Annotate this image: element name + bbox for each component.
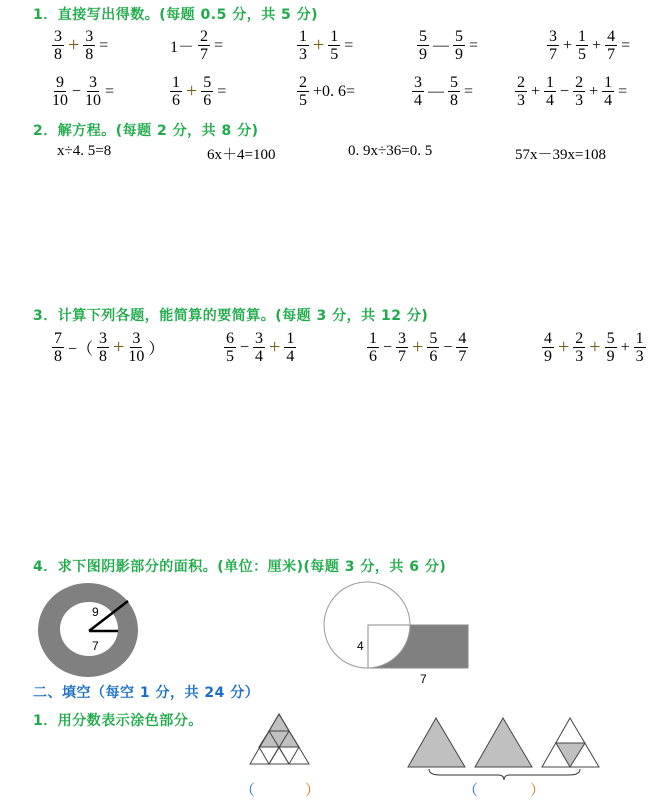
denominator: 6 — [369, 348, 377, 365]
operator: −（ — [68, 341, 94, 358]
numerator: 1 — [369, 330, 377, 347]
numerator: 3 — [54, 28, 62, 45]
numerator: 1 — [299, 28, 307, 45]
numerator: 2 — [299, 74, 307, 91]
denominator: 4 — [414, 92, 422, 109]
triangle-grid-figure — [250, 714, 309, 764]
numerator: 2 — [517, 74, 525, 91]
numerator: 1 — [604, 74, 613, 91]
operator: + — [558, 336, 570, 358]
denominator: 7 — [398, 348, 407, 365]
operator: + — [113, 336, 125, 358]
operator: − — [72, 82, 82, 100]
operator: = — [214, 36, 224, 54]
operator: = — [344, 36, 354, 54]
denominator: 5 — [330, 46, 339, 63]
numerator: 5 — [455, 28, 463, 45]
denominator: 9 — [544, 348, 552, 365]
operator: − — [240, 338, 250, 356]
equation: 6x＋4=100 — [207, 147, 276, 163]
numerator: 3 — [89, 74, 98, 91]
operator: = — [105, 82, 115, 100]
operator: + — [531, 82, 541, 100]
operator: — — [433, 36, 449, 54]
operator: ） — [148, 341, 165, 358]
section1-heading: 1．直接写出得数。(每题 0.5 分，共 5 分) — [33, 7, 319, 23]
operator: + — [412, 336, 424, 358]
denominator: 8 — [99, 348, 108, 365]
denominator: 7 — [200, 46, 209, 63]
numerator: 5 — [203, 74, 212, 91]
numerator: 3 — [132, 330, 141, 347]
numerator: 3 — [99, 330, 108, 347]
numerator: 1 — [578, 28, 587, 45]
numerator: 1 — [635, 330, 644, 347]
numerator: 3 — [414, 74, 422, 91]
denominator: 4 — [546, 92, 555, 109]
rect-width-label: 7 — [420, 672, 427, 686]
triangles-figure — [408, 718, 599, 780]
numerator: 1 — [286, 330, 295, 347]
denominator: 7 — [458, 348, 467, 365]
denominator: 4 — [604, 92, 613, 109]
section3-heading: 3．计算下列各题，能简算的要简算。(每题 3 分，共 12 分) — [33, 308, 429, 324]
numerator: 1 — [330, 28, 339, 45]
equation: 57x－39x=108 — [515, 147, 606, 163]
denominator: 5 — [299, 92, 307, 109]
denominator: 3 — [575, 92, 584, 109]
denominator: 5 — [578, 46, 587, 63]
ring-figure — [38, 583, 138, 677]
denominator: 7 — [607, 46, 616, 63]
numerator: 3 — [85, 28, 94, 45]
numerator: 9 — [56, 74, 64, 91]
operator: = — [469, 36, 479, 54]
denominator: 9 — [455, 46, 463, 63]
numerator: 5 — [429, 330, 438, 347]
numerator: 2 — [200, 28, 209, 45]
equation: x÷4. 5=8 — [57, 143, 112, 159]
answer-blank-open: （ — [240, 783, 256, 799]
denominator: 4 — [286, 348, 295, 365]
numerator: 3 — [398, 330, 407, 347]
answer-blank-open: （ — [463, 783, 479, 799]
denominator: 9 — [606, 348, 615, 365]
denominator: 9 — [419, 46, 427, 63]
denominator: 3 — [635, 348, 644, 365]
numerator: 1 — [172, 74, 180, 91]
denominator: 8 — [85, 46, 94, 63]
numerator: 2 — [575, 330, 584, 347]
operator: + — [589, 336, 601, 358]
numerator: 3 — [549, 28, 557, 45]
numerator: 5 — [450, 74, 458, 91]
operator: +0. 6= — [313, 82, 356, 100]
circle-rectangle-figure — [324, 582, 468, 686]
numerator: 4 — [607, 28, 616, 45]
operator: = — [217, 82, 227, 100]
denominator: 3 — [299, 46, 307, 63]
numerator: 4 — [544, 330, 552, 347]
numerator: 1 — [546, 74, 555, 91]
numerator: 4 — [458, 330, 467, 347]
operator: − — [560, 82, 570, 100]
denominator: 10 — [85, 92, 102, 109]
operator: − — [443, 338, 453, 356]
denominator: 10 — [52, 92, 68, 109]
operator: 1－ — [170, 39, 195, 56]
section2-heading: 2．解方程。(每题 2 分，共 8 分) — [33, 123, 259, 139]
part2-heading: 二、填空（每空 1 分，共 24 分） — [33, 685, 260, 701]
operator: = — [618, 82, 628, 100]
operator: + — [563, 36, 573, 54]
operator: + — [269, 336, 281, 358]
denominator: 4 — [255, 348, 264, 365]
denominator: 8 — [54, 46, 62, 63]
operator: — — [428, 82, 444, 100]
operator: + — [620, 338, 630, 356]
denominator: 10 — [128, 348, 145, 365]
denominator: 6 — [203, 92, 212, 109]
operator: + — [68, 34, 80, 56]
operator: + — [592, 36, 602, 54]
denominator: 8 — [450, 92, 458, 109]
numerator: 2 — [575, 74, 584, 91]
operator: − — [383, 338, 393, 356]
ring-outer-radius-label: 9 — [92, 605, 99, 619]
numerator: 5 — [606, 330, 615, 347]
denominator: 5 — [226, 348, 234, 365]
denominator: 6 — [429, 348, 438, 365]
answer-blank-close: ） — [530, 783, 546, 799]
denominator: 7 — [549, 46, 557, 63]
denominator: 6 — [172, 92, 180, 109]
fill-in-question-1: 1．用分数表示涂色部分。 — [33, 713, 203, 729]
denominator: 8 — [54, 348, 62, 365]
numerator: 6 — [226, 330, 234, 347]
operator: + — [589, 82, 599, 100]
numerator: 3 — [255, 330, 264, 347]
ring-inner-radius-label: 7 — [92, 639, 99, 653]
numerator: 7 — [54, 330, 62, 347]
denominator: 3 — [575, 348, 584, 365]
denominator: 3 — [517, 92, 525, 109]
numerator: 5 — [419, 28, 427, 45]
operator: = — [99, 36, 109, 54]
equation: 0. 9x÷36=0. 5 — [348, 143, 433, 159]
rect-height-label: 4 — [357, 639, 364, 653]
operator: + — [313, 34, 325, 56]
answer-blank-close: ） — [305, 783, 321, 799]
operator: = — [464, 82, 474, 100]
operator: + — [186, 80, 198, 102]
section4-heading: 4．求下图阴影部分的面积。(单位：厘米)(每题 3 分，共 6 分) — [33, 559, 447, 575]
operator: = — [621, 36, 631, 54]
